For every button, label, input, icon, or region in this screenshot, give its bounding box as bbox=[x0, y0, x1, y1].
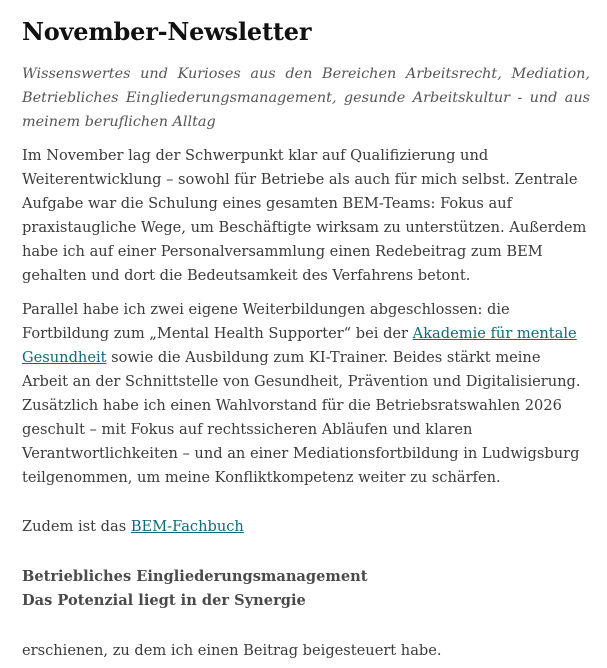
book-title-line1: Betriebliches Eingliederungsmanagement bbox=[22, 568, 368, 585]
paragraph-text-before-link: Parallel habe ich zwei eigene Weiterbildungen abgeschlossen: die Fortbildung zum „Mental Health Supporter“ bei der bbox=[22, 301, 510, 342]
newsletter-subtitle: Wissenswertes und Kurioses aus den Bereichen Arbeitsrecht, Mediation, Betriebliches Eingliederungsmanagement, gesunde Arbeitskultur - und aus meinem beruflichen Alltag bbox=[22, 66, 590, 130]
book-title-block bbox=[22, 565, 590, 613]
bem-book-link[interactable]: BEM-Fachbuch bbox=[130, 518, 244, 535]
book-title-line2: Das Potenzial liegt in der Synergie bbox=[22, 592, 306, 609]
book-outro-text: erschienen, zu dem ich einen Beitrag beigesteuert habe. bbox=[22, 642, 442, 659]
newsletter-title: November-Newsletter bbox=[22, 17, 312, 46]
paragraph-text-after-link: sowie die Ausbildung zum KI-Trainer. Beides stärkt meine Arbeit an der Schnittstelle von Gesundheit, Prävention und Digitalisierung. Zusätzlich habe ich einen Wahlvorstand für die Betriebsratswahlen 2026 geschult – mit Fokus auf rechtssicheren Abläufen und klaren Verantwortlichkeiten – und an einer Mediationsfortbildung in Ludwigsburg teilgenommen, um meine Konfliktkompetenz weiter zu schärfen. bbox=[22, 349, 581, 486]
paragraph-focus-qualification: Im November lag der Schwerpunkt klar auf Qualifizierung und Weiterentwicklung – sowohl für Betriebe als auch für mich selbst. Zentrale Aufgabe war die Schulung eines gesamten BEM-Teams: Fokus auf praxistaugliche Wege, um Beschäftigte wirksam zu unterstützen. Außerdem habe ich auf einer Personalversammlung einen Redebeitrag zum BEM gehalten und dort die Bedeutsamkeit des Verfahrens betont. bbox=[22, 147, 587, 284]
newsletter-article bbox=[22, 0, 590, 663]
book-intro-line bbox=[22, 515, 590, 539]
academy-link[interactable]: Akademie für mentale Gesundheit bbox=[22, 325, 577, 366]
book-intro-text: Zudem ist das bbox=[22, 518, 131, 535]
paragraph-further-training bbox=[22, 298, 590, 490]
